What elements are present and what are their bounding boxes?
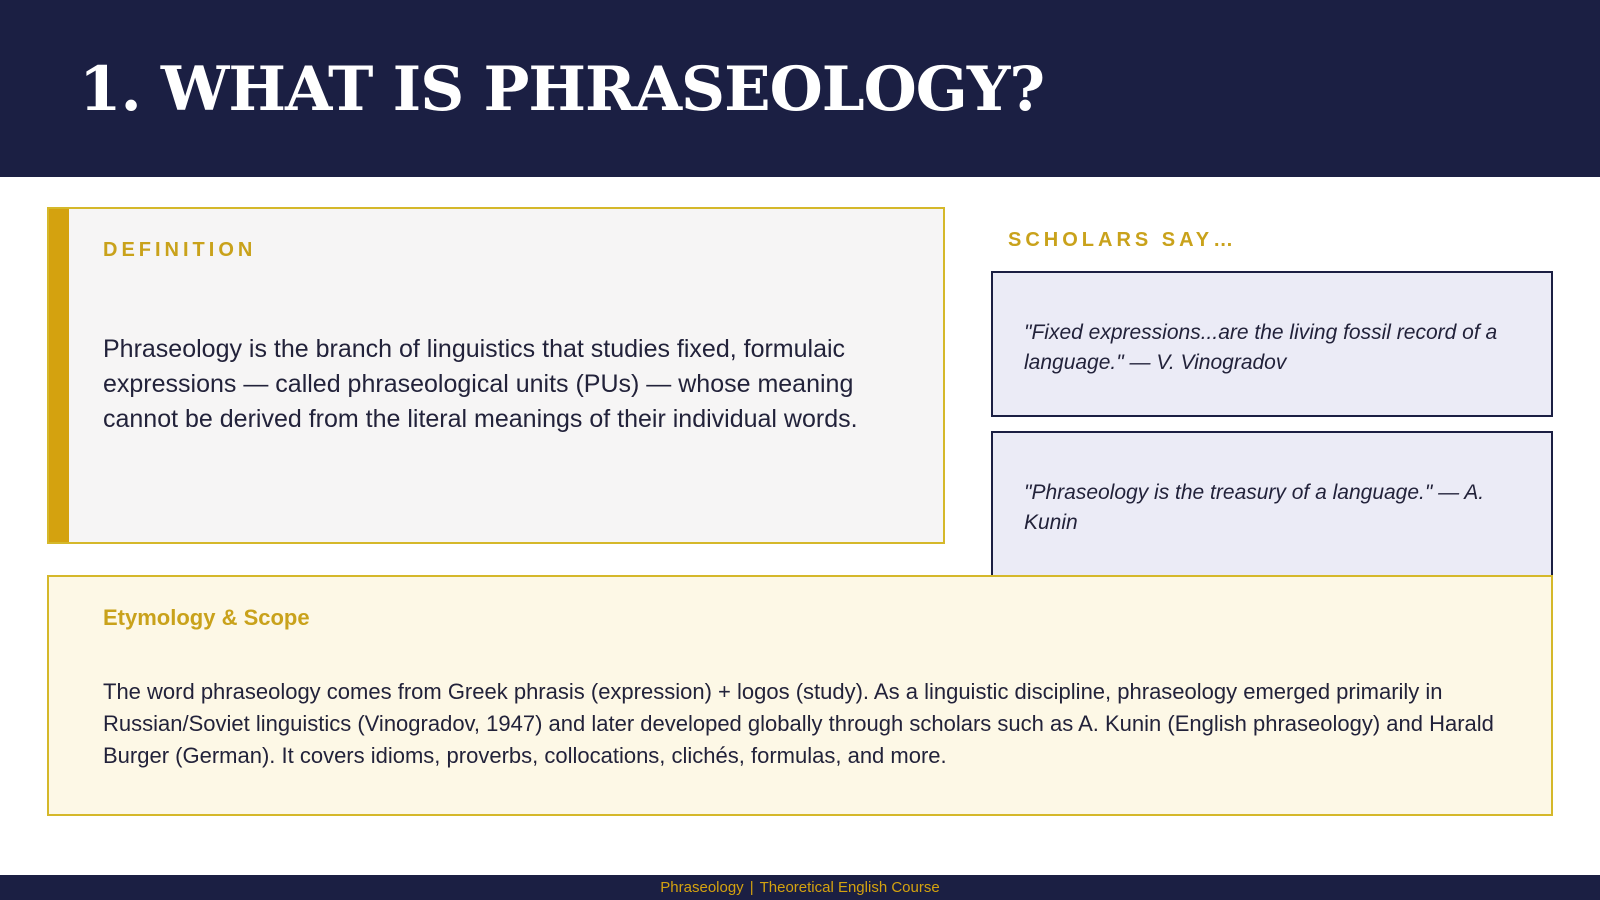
footer-course-topic: Phraseology	[660, 879, 744, 896]
quote-text: "Phraseology is the treasury of a language." — A. Kunin	[1024, 481, 1485, 534]
footer-course-name: Theoretical English Course	[759, 879, 940, 896]
quote-card	[991, 431, 1553, 581]
etymology-card	[47, 575, 1553, 816]
etymology-title: Etymology & Scope	[103, 605, 310, 630]
slide-title: 1. WHAT IS PHRASEOLOGY?	[79, 54, 1045, 125]
definition-card	[47, 207, 945, 544]
footer-separator: |	[749, 879, 754, 896]
quote-text: "Fixed expressions...are the living fossil record of a language." — V. Vinogradov	[1024, 321, 1498, 374]
definition-text: Phraseology is the branch of linguistics that studies fixed, formulaic expressions — called phraseological units (PUs) — whose meaning cannot be derived from the literal meanings of their individual words.	[103, 335, 858, 433]
quote-card	[991, 271, 1553, 417]
etymology-text: The word phraseology comes from Greek phrasis (expression) + logos (study). As a linguistic discipline, phraseology emerged primarily in Russian/Soviet linguistics (Vinogradov, 1947) and later developed globally through scholars such as A. Kunin (English phraseology) and Harald Burger (German). It covers idioms, proverbs, collocations, clichés, formulas, and more.	[103, 679, 1494, 768]
definition-label: DEFINITION	[103, 239, 257, 261]
title-banner	[0, 0, 1600, 177]
definition-accent-bar	[49, 209, 69, 542]
scholars-label: SCHOLARS SAY…	[1008, 229, 1238, 251]
footer-bar	[0, 875, 1600, 900]
